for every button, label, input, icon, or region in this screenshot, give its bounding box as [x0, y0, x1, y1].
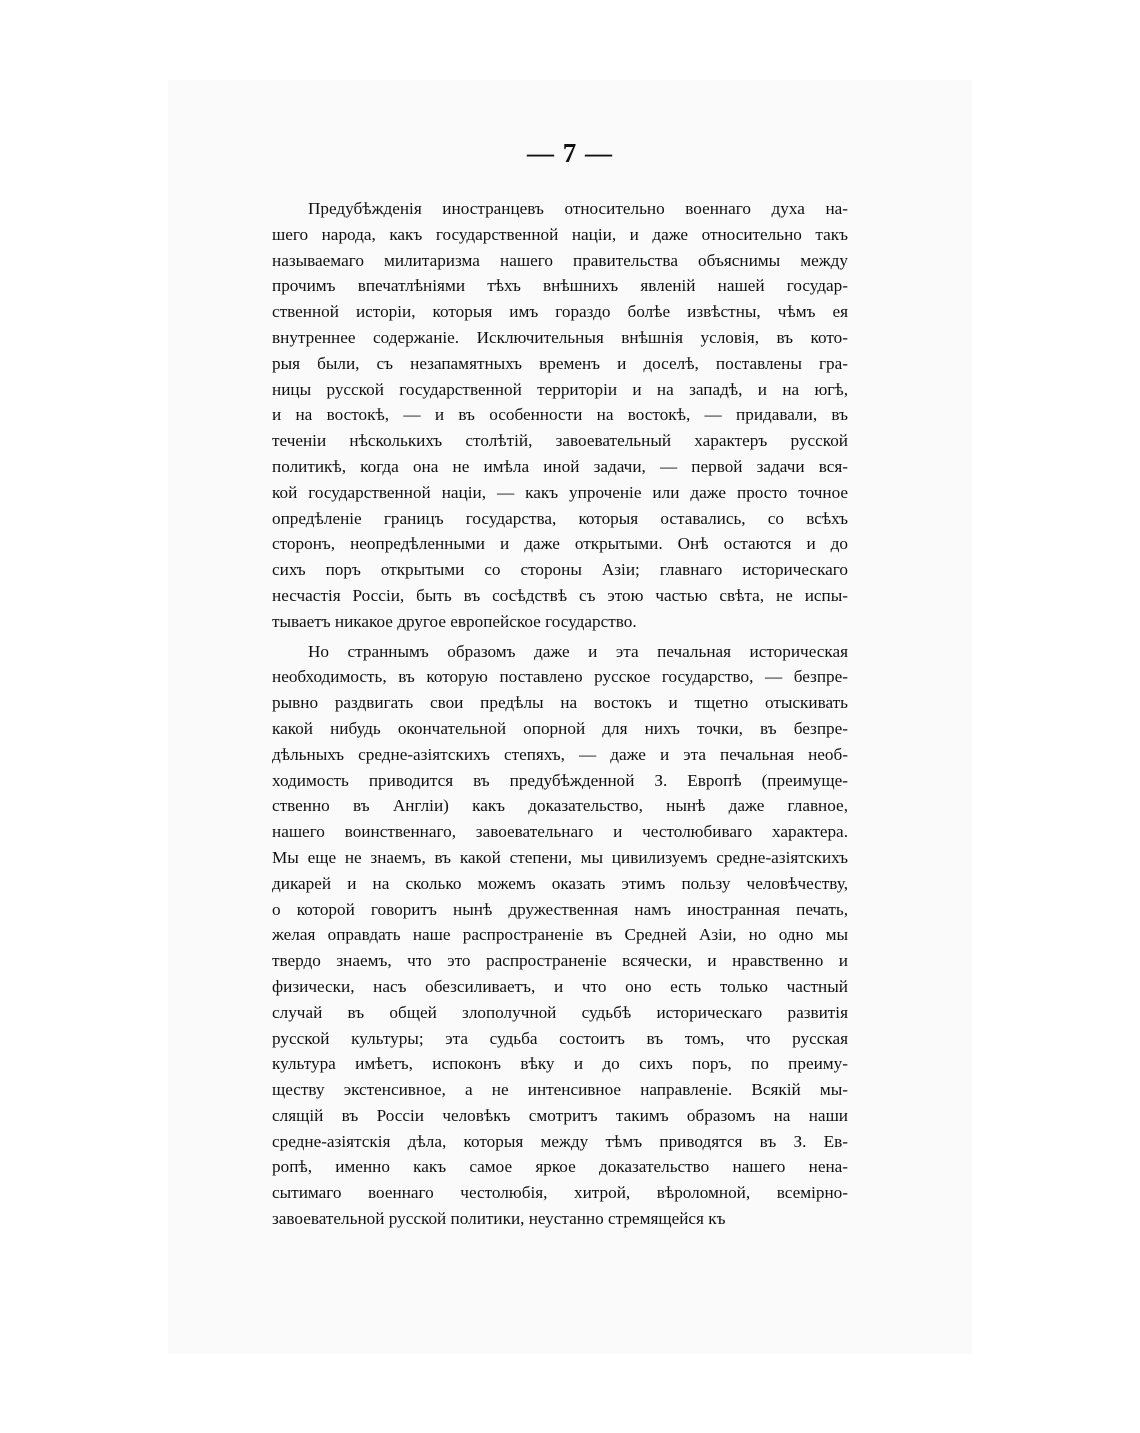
text-line: необходимость, въ которую поставлено русское государство, — безпре- — [272, 667, 848, 687]
text-line: Но страннымъ образомъ даже и эта печальная историческая — [308, 641, 848, 661]
text-line: сторонъ, неопредѣленными и даже открытыми. Онѣ остаются и до — [272, 534, 848, 554]
text-line: прочимъ впечатлѣніями тѣхъ внѣшнихъ явленій нашей государ- — [272, 276, 848, 296]
text-line: ществу экстенсивное, а не интенсивное направленіе. Всякій мы- — [272, 1080, 848, 1100]
text-line: политикѣ, когда она не имѣла иной задачи, — первой задачи вся- — [272, 456, 848, 476]
text-line: сытимаго военнаго честолюбія, хитрой, вѣроломной, всемірно- — [272, 1183, 848, 1203]
text-line: рыя были, съ незапамятныхъ временъ и доселѣ, поставлены гра- — [272, 353, 848, 373]
text-line: опредѣленіе границъ государства, которыя оставались, со всѣхъ — [272, 508, 848, 528]
text-line: ственно въ Англіи) какъ доказательство, нынѣ даже главное, — [272, 796, 848, 816]
text-line: сихъ поръ открытыми со стороны Азіи; главнаго историческаго — [272, 560, 848, 580]
text-line: ропѣ, именно какъ самое яркое доказательство нашего нена- — [272, 1157, 848, 1177]
text-line: слящій въ Россіи человѣкъ смотритъ такимъ образомъ на наши — [272, 1105, 848, 1125]
text-line: теченіи нѣсколькихъ столѣтій, завоевательный характеръ русской — [272, 431, 848, 451]
text-line: рывно раздвигать свои предѣлы на востокъ и тщетно отыскивать — [272, 693, 848, 713]
document-page — [168, 80, 972, 1354]
paragraph — [272, 196, 848, 635]
text-line: русской культуры; эта судьба состоитъ въ томъ, что русская — [272, 1028, 848, 1048]
body-text — [272, 196, 848, 1232]
text-line: кой государственной націи, — какъ упроченіе или даже просто точное — [272, 482, 848, 502]
text-line: ницы русской государственной территоріи и на западѣ, и на югѣ, — [272, 379, 848, 399]
text-line: дикарей и на сколько можемъ оказать этимъ пользу человѣчеству, — [272, 873, 848, 893]
text-line: твердо знаемъ, что это распространеніе всячески, и нравственно и — [272, 951, 848, 971]
text-line: желая оправдать наше распространеніе въ Средней Азіи, но одно мы — [272, 925, 848, 945]
text-line: физически, насъ обезсиливаетъ, и что оно есть только частный — [272, 976, 848, 996]
text-line: ходимость приводится въ предубѣжденной З. Европѣ (преимуще- — [272, 770, 848, 790]
text-line: о которой говоритъ нынѣ дружественная намъ иностранная печать, — [272, 899, 848, 919]
text-line: какой нибудь окончательной опорной для нихъ точки, въ безпре- — [272, 718, 848, 738]
text-line: нашего воинственнаго, завоевательнаго и честолюбиваго характера. — [272, 822, 848, 842]
text-line: Мы еще не знаемъ, въ какой степени, мы цивилизуемъ средне-азіятскихъ — [272, 847, 848, 867]
text-line: тываетъ никакое другое европейское государство. — [272, 611, 637, 631]
text-line: Предубѣжденія иностранцевъ относительно военнаго духа на- — [308, 199, 848, 218]
text-line: несчастія Россіи, быть въ сосѣдствѣ съ этою частью свѣта, не испы- — [272, 585, 848, 605]
text-line: внутреннее содержаніе. Исключительныя внѣшнія условія, въ кото- — [272, 327, 848, 347]
text-line: называемаго милитаризма нашего правительства объяснимы между — [272, 250, 848, 270]
text-line: дѣльныхъ средне-азіятскихъ степяхъ, — даже и эта печальная необ- — [272, 744, 848, 764]
text-line: культура имѣетъ, испоконъ вѣку и до сихъ поръ, по преиму- — [272, 1054, 848, 1074]
text-line: ственной исторіи, которыя имъ гораздо болѣе извѣстны, чѣмъ ея — [272, 302, 848, 322]
text-line: завоевательной русской политики, неустанно стремящейся къ — [272, 1209, 726, 1229]
paragraph — [272, 639, 848, 1232]
page-number: — 7 — — [527, 138, 613, 168]
text-line: шего народа, какъ государственной націи, и даже относительно такъ — [272, 224, 848, 244]
text-line: случай въ общей злополучной судьбѣ историческаго развитія — [272, 1002, 848, 1022]
text-line: и на востокѣ, — и въ особенности на востокѣ, — придавали, въ — [272, 405, 848, 425]
text-line: средне-азіятскія дѣла, которыя между тѣмъ приводятся въ З. Ев- — [272, 1131, 848, 1151]
